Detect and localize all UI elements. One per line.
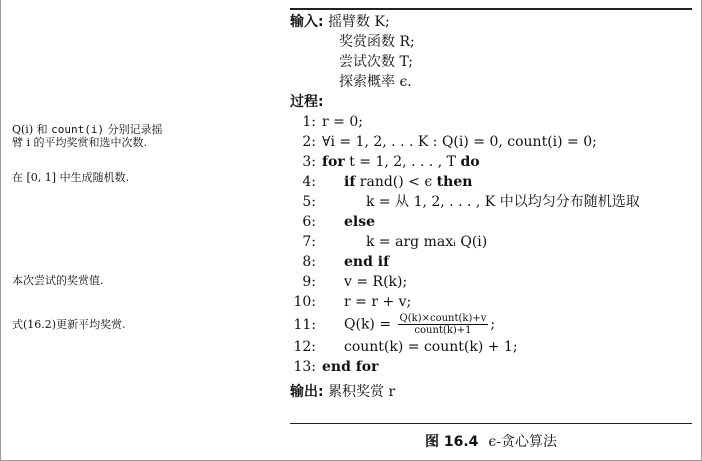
margin-note-update: 式(16.2)更新平均奖赏.: [12, 318, 126, 331]
line-text: v = R(k);: [344, 274, 408, 290]
line-number: 5:: [302, 194, 316, 210]
margin-note-random: 在 [0, 1] 中生成随机数.: [12, 171, 130, 184]
line-number: 13:: [293, 359, 316, 375]
algo-line-6: [290, 213, 375, 231]
line-number: 3:: [302, 154, 316, 170]
caption-label: 图 16.4: [425, 434, 479, 450]
line-text: k = arg maxᵢ Q(i): [366, 234, 488, 250]
process-label-text: 过程:: [290, 94, 324, 110]
line-number: 10:: [293, 294, 316, 310]
input-explore-prob: 探索概率 ϵ.: [339, 74, 412, 90]
algorithm-top-rule: [290, 8, 692, 10]
line-text: r = r + v;: [344, 294, 412, 310]
figure-caption: [290, 433, 692, 451]
algo-line-1: [290, 113, 363, 131]
line-text: count(k) = count(k) + 1;: [344, 339, 518, 355]
line-number: 2:: [302, 134, 316, 150]
line-number: 11:: [293, 316, 316, 333]
margin-note-init: [12, 123, 172, 149]
output-text: 累积奖赏 r: [328, 384, 396, 400]
algo-line-11: [290, 313, 495, 336]
keyword-end-if: end if: [344, 254, 390, 270]
line-number: 1:: [302, 114, 316, 130]
input-reward-function: 奖赏函数 R;: [339, 34, 415, 50]
keyword-for: for: [322, 154, 345, 170]
margin-note-code: count(i): [51, 123, 105, 136]
input-label: 输入:: [290, 14, 324, 30]
input-line-1: [290, 13, 390, 31]
line-number: 7:: [302, 234, 316, 250]
line-text: t = 1, 2, . . . , T: [344, 154, 461, 170]
line-text: ;: [490, 316, 496, 333]
margin-note-reward: 本次尝试的奖赏值.: [12, 274, 104, 287]
algo-line-2: [290, 133, 597, 151]
output-line: [290, 383, 395, 401]
algo-line-3: [290, 153, 480, 171]
fraction-numerator: Q(k)×count(k)+v: [399, 313, 487, 324]
margin-note-text: Q(i) 和: [12, 123, 52, 136]
algo-line-7: [290, 233, 487, 251]
line-number: 8:: [302, 254, 316, 270]
process-label: [290, 93, 324, 111]
line-text: r = 0;: [322, 114, 363, 130]
algo-line-13: [290, 358, 379, 376]
algo-line-10: [290, 293, 411, 311]
algo-line-5: [290, 193, 640, 211]
algorithm-bottom-rule: [290, 423, 692, 424]
keyword-end-for: end for: [322, 359, 379, 375]
line-text: rand() < ϵ: [355, 174, 437, 190]
keyword-else: else: [344, 214, 376, 230]
line-number: 4:: [302, 174, 316, 190]
line-number: 12:: [293, 339, 316, 355]
algo-line-4: [290, 173, 472, 191]
caption-text: ϵ-贪心算法: [488, 434, 557, 450]
line-number: 6:: [302, 214, 316, 230]
line-text: k = 从 1, 2, . . . , K 中以均匀分布随机选取: [366, 194, 640, 210]
frame-left-border: [0, 0, 1, 461]
margin-note-text: 分别记录摇臂 i 的平均奖赏和选中次数.: [12, 123, 163, 149]
line-text: ∀i = 1, 2, . . . K : Q(i) = 0, count(i) = 0;: [322, 134, 597, 150]
line-number: 9:: [302, 274, 316, 290]
keyword-then: then: [436, 174, 473, 190]
algo-line-9: [290, 273, 407, 291]
input-trial-count: 尝试次数 T;: [339, 54, 414, 70]
update-fraction: [398, 313, 489, 336]
algo-line-8: [290, 253, 389, 271]
line-text: Q(k) =: [344, 316, 392, 333]
keyword-if: if: [344, 174, 356, 190]
fraction-denominator: count(k)+1: [414, 325, 472, 336]
algo-line-12: [290, 338, 518, 356]
input-arm-count: 摇臂数 K;: [328, 14, 390, 30]
output-label: 输出:: [290, 384, 324, 400]
keyword-do: do: [460, 154, 480, 170]
